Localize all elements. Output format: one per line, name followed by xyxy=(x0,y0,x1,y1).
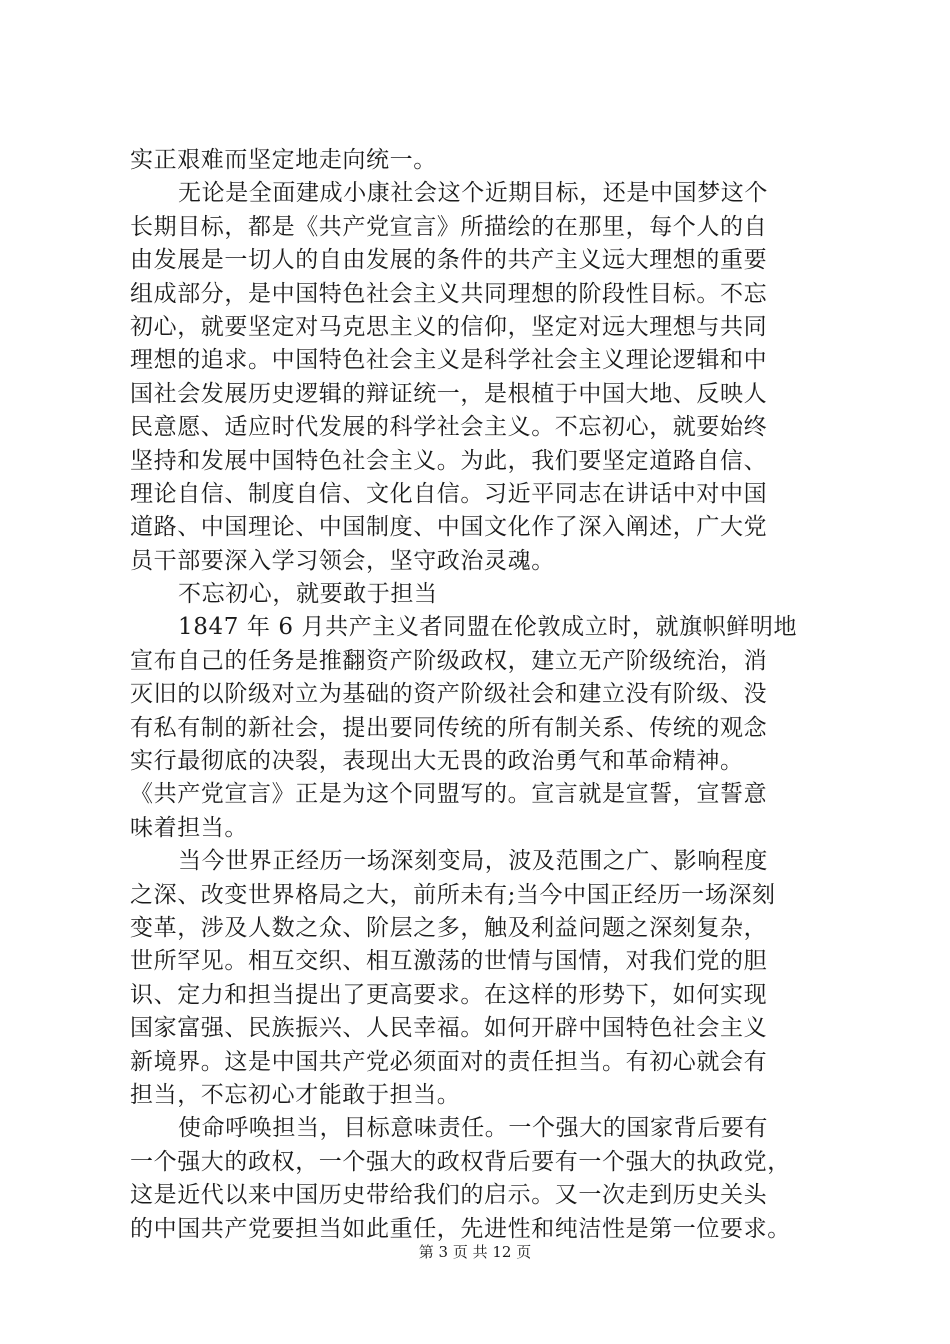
text-line: 宣布自己的任务是推翻资产阶级政权，建立无产阶级统治，消 xyxy=(130,647,768,674)
text-line: 《共产党宣言》正是为这个同盟写的。宣言就是宣誓，宣誓意 xyxy=(130,781,768,808)
text-line: 实正艰难而坚定地走向统一。 xyxy=(130,147,437,173)
text-line: 初心，就要坚定对马克思主义的信仰，坚定对远大理想与共同 xyxy=(130,313,768,340)
text-line: 新境界。这是中国共产党必须面对的责任担当。有初心就会有 xyxy=(130,1048,768,1075)
text-line: 之深、改变世界格局之大，前所未有;当今中国正经历一场深刻 xyxy=(130,881,776,908)
text-line: 由发展是一切人的自由发展的条件的共产主义远大理想的重要 xyxy=(130,247,768,274)
text-line: 员干部要深入学习领会，坚守政治灵魂。 xyxy=(130,547,555,574)
text-line: 使命呼唤担当，目标意味责任。一个强大的国家背后要有 xyxy=(178,1115,768,1142)
text-line: 国家富强、民族振兴、人民幸福。如何开辟中国特色社会主义 xyxy=(130,1015,768,1042)
text-line: 民意愿、适应时代发展的科学社会主义。不忘初心，就要始终 xyxy=(130,414,768,441)
text-line: 当今世界正经历一场深刻变局，波及范围之广、影响程度 xyxy=(178,848,768,875)
text-line: 灭旧的以阶级对立为基础的资产阶级社会和建立没有阶级、没 xyxy=(130,681,768,708)
text-line: 长期目标，都是《共产党宣言》所描绘的在那里，每个人的自 xyxy=(130,213,768,240)
text-line: 有私有制的新社会，提出要同传统的所有制关系、传统的观念 xyxy=(130,714,768,741)
document-body xyxy=(130,144,830,1246)
text-line: 实行最彻底的决裂，表现出大无畏的政治勇气和革命精神。 xyxy=(130,748,744,775)
page-footer xyxy=(0,1242,950,1262)
text-line: 道路、中国理论、中国制度、中国文化作了深入阐述，广大党 xyxy=(130,514,768,541)
text-line: 国社会发展历史逻辑的辩证统一，是根植于中国大地、反映人 xyxy=(130,380,768,407)
text-line: 的中国共产党要担当如此重任，先进性和纯洁性是第一位要求。 xyxy=(130,1215,791,1242)
text-line: 无论是全面建成小康社会这个近期目标，还是中国梦这个 xyxy=(178,180,768,207)
text-line: 担当，不忘初心才能敢于担当。 xyxy=(130,1081,461,1108)
text-line: 一个强大的政权，一个强大的政权背后要有一个强大的执政党， xyxy=(130,1148,791,1175)
page-number-label: 第 3 页 共 12 页 xyxy=(418,1243,532,1261)
text-line: 变革，涉及人数之众、阶层之多，触及利益问题之深刻复杂， xyxy=(130,914,768,941)
text-line: 识、定力和担当提出了更高要求。在这样的形势下，如何实现 xyxy=(130,981,768,1008)
text-line: 1847 年 6 月共产主义者同盟在伦敦成立时，就旗帜鲜明地 xyxy=(178,614,798,641)
text-line: 世所罕见。相互交织、相互激荡的世情与国情，对我们党的胆 xyxy=(130,948,768,975)
text-line: 坚持和发展中国特色社会主义。为此，我们要坚定道路自信、 xyxy=(130,447,768,474)
text-line: 这是近代以来中国历史带给我们的启示。又一次走到历史关头 xyxy=(130,1182,768,1209)
text-line: 味着担当。 xyxy=(130,814,248,841)
text-line: 理想的追求。中国特色社会主义是科学社会主义理论逻辑和中 xyxy=(130,347,768,374)
text-line: 理论自信、制度自信、文化自信。习近平同志在讲话中对中国 xyxy=(130,480,768,507)
text-line: 组成部分，是中国特色社会主义共同理想的阶段性目标。不忘 xyxy=(130,280,768,307)
text-line: 不忘初心，就要敢于担当 xyxy=(178,581,438,608)
